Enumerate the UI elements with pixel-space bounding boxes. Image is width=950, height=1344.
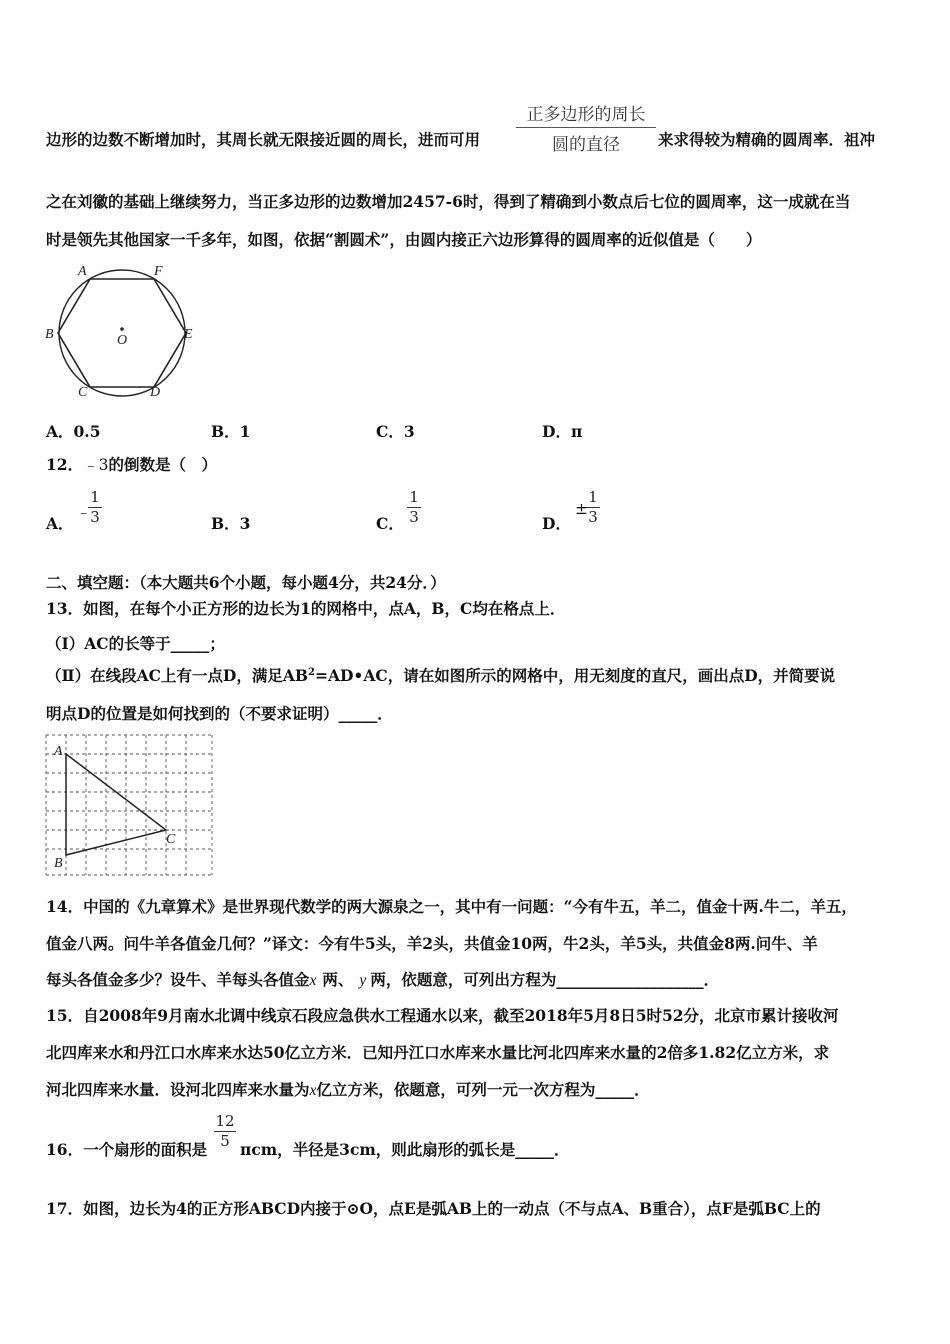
q11-option-c: C．3	[376, 422, 415, 441]
center-point	[120, 327, 124, 331]
q16-line-a: 16．一个扇形的面积是	[46, 1140, 208, 1159]
triangle-abc	[66, 754, 166, 855]
q12-option-a-sign: ﹣	[76, 503, 92, 521]
q12-d-den: 3	[586, 507, 600, 526]
q12-option-b: B．3	[211, 514, 251, 533]
q12-option-c-fraction	[407, 488, 421, 527]
q12-number: 12．	[46, 455, 84, 474]
q15-line3-b: 亿立方米，依题意，可列一元一次方程为_____．	[316, 1080, 650, 1099]
label-F: F	[154, 264, 163, 279]
q13-part2-sup: 2	[308, 666, 315, 678]
q12-a-den: 3	[88, 507, 102, 526]
q11-option-b: B．1	[211, 422, 251, 441]
q14-line3-c: 两，依题意，可列出方程为___________________．	[370, 970, 720, 989]
q12-option-d-label: D．	[542, 514, 571, 533]
label-E: E	[184, 327, 193, 342]
q12-c-num: 1	[409, 488, 419, 506]
grid-label-B: B	[54, 856, 63, 871]
para11-line1a: 边形的边数不断增加时，其周长就无限接近圆的周长，进而可用	[46, 130, 481, 149]
fraction-numerator: 正多边形的周长	[526, 105, 646, 125]
q13-part2-c: 明点D的位置是如何找到的（不要求证明）_____．	[46, 704, 393, 723]
label-C: C	[78, 385, 88, 400]
q13-part2-a: （Ⅱ）在线段AC上有一点D，满足AB	[46, 666, 308, 685]
q15-line1: 15．自2008年9月南水北调中线京石段应急供水工程通水以来，截至2018年5月8日5时52分，北京市累计接收河	[46, 1006, 839, 1025]
perimeter-over-diameter-fraction	[516, 100, 656, 155]
label-B: B	[45, 327, 54, 342]
q13-line1: 13．如图，在每个小正方形的边长为1的网格中，点A，B，C均在格点上．	[46, 599, 566, 618]
q12-option-a-fraction	[88, 488, 102, 527]
q14-line3-b: 两、	[322, 970, 354, 989]
q14-line3-a: 每头各值金多少？设牛、羊每头各值金	[46, 970, 310, 989]
q12-d-num: 1	[588, 488, 598, 506]
q12-stem-text: 的倒数是（ ）	[108, 455, 217, 474]
q14-var-x: x	[309, 972, 317, 989]
q12-a-num: 1	[90, 488, 100, 506]
q12-c-den: 3	[407, 507, 421, 526]
q17-line1: 17．如图，边长为4的正方形ABCD内接于⊙O，点E是弧AB上的一动点（不与点A、B重合），点F是弧BC上的	[46, 1199, 821, 1218]
q12-stem	[46, 453, 217, 475]
label-O: O	[117, 333, 128, 348]
q14-line2: 值金八两。问牛羊各值金几何？”译文：今有牛5头，羊2头，共值金10两，牛2头，羊5头，共值金8两.问牛、羊	[46, 934, 818, 953]
para11-line3: 时是领先其他国家一千多年，如图，依据“割圆术”，由圆内接正六边形算得的圆周率的近似值是（ ）	[46, 230, 762, 249]
q13-part2-b: =AD•AC，请在如图所示的网格中，用无刻度的直尺，画出点D，并简要说	[314, 666, 836, 685]
q11-option-d: D．π	[542, 422, 583, 441]
label-D: D	[150, 385, 161, 400]
q15-line2: 北四库来水和丹江口水库来水达50亿立方米．已知丹江口水库来水量比河北四库来水量的2倍多1.82亿立方米，求	[46, 1043, 830, 1062]
q16-frac-den: 5	[214, 1131, 236, 1150]
q15-line3-a: 河北四库来水量．设河北四库来水量为	[46, 1080, 310, 1099]
grid-label-A: A	[54, 744, 63, 759]
q12-option-d-fraction	[586, 488, 600, 527]
q12-value: ﹣3	[83, 456, 109, 474]
hexagon-in-circle-figure	[40, 258, 210, 403]
q13-part1: （Ⅰ）AC的长等于_____；	[46, 634, 225, 653]
q16-frac-num: 12	[215, 1112, 235, 1130]
para11-line1b: 来求得较为精确的圆周率．祖冲	[658, 130, 876, 149]
grid-label-C: C	[166, 832, 176, 847]
section2-heading: 二、填空题：（本大题共6个小题，每小题4分，共24分．）	[46, 573, 446, 592]
q13-part2	[46, 664, 835, 686]
grid-triangle-figure	[44, 733, 216, 879]
label-A: A	[78, 264, 87, 279]
q12-option-d-sign: ±	[575, 500, 588, 518]
q11-option-a: A．0.5	[46, 422, 101, 441]
fraction-denominator: 圆的直径	[516, 127, 656, 155]
q16-fraction	[214, 1112, 236, 1151]
q14-var-y: y	[359, 972, 367, 989]
q14-line3	[46, 968, 719, 990]
q15-var-x: x	[309, 1082, 317, 1099]
q15-line3	[46, 1078, 650, 1100]
q12-option-a-label: A．	[46, 514, 74, 533]
para11-line2: 之在刘徽的基础上继续努力，当正多边形的边数增加2457-6时，得到了精确到小数点后七位的圆周率，这一成就在当	[46, 192, 851, 211]
q16-line-b: πcm，半径是3cm，则此扇形的弧长是_____．	[240, 1140, 570, 1159]
q14-line1: 14．中国的《九章算术》是世界现代数学的两大源泉之一，其中有一问题：“今有牛五，羊二，值金十两.牛二，羊五，	[46, 897, 857, 916]
q12-option-c-label: C．	[376, 514, 404, 533]
